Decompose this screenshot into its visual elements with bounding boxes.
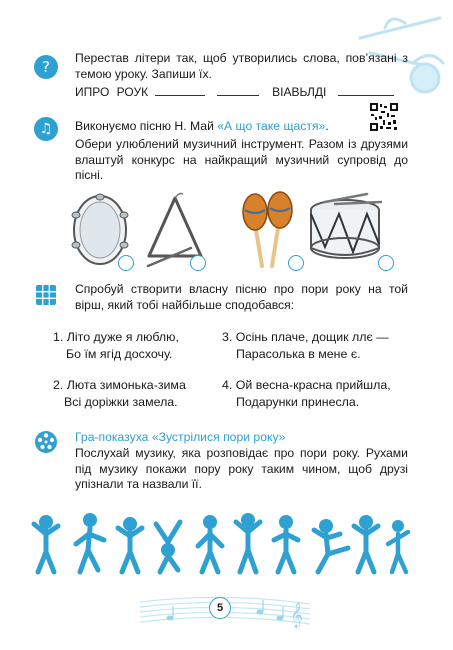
poem-2-line-1: 2. Люта зимонька-зима (53, 378, 186, 392)
poem-2-line-2: Всі доріжки замела. (64, 394, 178, 409)
poem-3-line-1: 3. Осінь плаче, дощик ллє — (222, 330, 389, 344)
song-title-link[interactable]: «А що таке щастя» (217, 119, 326, 133)
anagram-word-1: ИПРО (75, 85, 110, 99)
dancing-kids-icon (28, 510, 413, 578)
qr-code-icon[interactable] (369, 102, 399, 132)
game-icon (34, 430, 58, 454)
anagram-word-3: ВІАВЬЛДІ (272, 85, 327, 99)
task2-song-line (75, 119, 365, 134)
task2-line-end: . (325, 119, 329, 133)
task2-line-text: Виконуємо пісню Н. Май (75, 119, 218, 133)
cube-icon (34, 283, 58, 307)
poem-1 (53, 329, 179, 362)
drum-icon[interactable] (305, 192, 385, 267)
poem-1-line-2: Бо їм ягід досхочу. (66, 346, 173, 361)
triangle-choice-circle[interactable] (190, 255, 206, 271)
answer-blank-3[interactable] (338, 85, 394, 96)
poem-3 (222, 329, 389, 362)
tambourine-choice-circle[interactable] (118, 255, 134, 271)
poem-4-line-2: Подарунки принесла. (236, 394, 360, 409)
task3-text: Спробуй створити власну пісню про пори року на той вірш, який тобі найбільше сподобався: (75, 282, 408, 312)
page-number: 5 (209, 597, 231, 619)
task1-instruction: Перестав літери так, щоб утворились слова, пов’язані з темою уроку. Запиши їх. (75, 51, 408, 81)
think-icon: ? (34, 55, 58, 79)
anagram-word-2: РОУК (116, 85, 149, 99)
task2-text: Обери улюблений музичний інструмент. Разом із друзями влаштуй конкурс на найкращий музичний супровід до пісні. (75, 137, 408, 182)
drum-choice-circle[interactable] (378, 255, 394, 271)
anagram-row (75, 85, 415, 100)
task4-text: Послухай музику, яка розповідає про пори року. Рухами під музику покажи пору року таким чином, щоб друзі упізнали та назвали її. (75, 446, 408, 491)
answer-blank-2[interactable] (217, 85, 259, 96)
poem-4 (222, 377, 391, 410)
poem-4-line-1: 4. Ой весна-красна прийшла, (222, 378, 391, 392)
svg-text:𝄞: 𝄞 (290, 603, 304, 628)
poem-2 (53, 377, 186, 410)
answer-blank-1[interactable] (155, 85, 205, 96)
task4-title: Гра-показуха «Зустрілися пори року» (75, 430, 286, 444)
poem-1-line-1: 1. Літо дуже я люблю, (53, 330, 179, 344)
music-sing-icon: ♫ (34, 117, 58, 141)
maracas-choice-circle[interactable] (288, 255, 304, 271)
poem-3-line-2: Парасолька в мене є. (236, 346, 361, 361)
